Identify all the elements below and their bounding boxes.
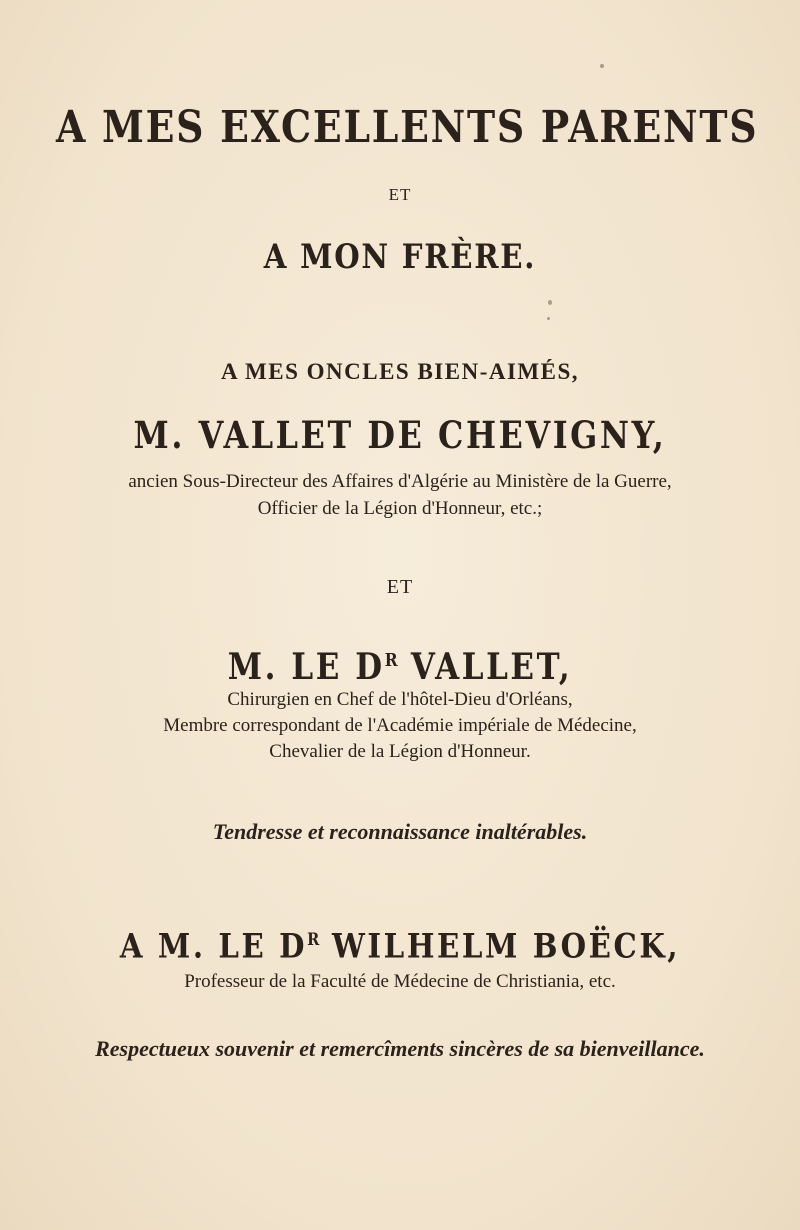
boeck-name-prefix: A M. LE D (119, 926, 308, 967)
uncle1-name: M. VALLET DE CHEVIGNY, (133, 413, 667, 457)
uncle2-title-line1: Chirurgien en Chef de l'hôtel-Dieu d'Orléans, (227, 689, 573, 710)
uncle1-title-line1: ancien Sous-Directeur des Affaires d'Algérie au Ministère de la Guerre, (128, 471, 672, 492)
boeck-name-suffix: WILHELM BOËCK, (319, 926, 681, 967)
uncle2-name-sup: R (384, 650, 398, 671)
et-separator-1: ET (388, 185, 412, 204)
uncle2-name-prefix: M. LE D (227, 646, 385, 688)
uncle2-title-line3: Chevalier de la Légion d'Honneur. (269, 741, 531, 762)
boeck-name (56, 920, 744, 966)
uncle1-title-line2: Officier de la Légion d'Honneur, etc.; (257, 498, 543, 519)
uncle2-name-suffix: VALLET, (397, 646, 573, 688)
dedication-brother: A MON FRÈRE. (263, 237, 537, 277)
dedication-title: A MES EXCELLENTS PARENTS (56, 102, 759, 153)
boeck-title: Professeur de la Faculté de Médecine de Christiania, etc. (184, 971, 616, 992)
boeck-name-sup: R (307, 930, 320, 950)
uncle2-title-line2: Membre correspondant de l'Académie impériale de Médecine, (163, 715, 637, 736)
et-separator-2: ET (386, 576, 414, 598)
uncles-heading: A MES ONCLES BIEN-AIMÉS, (220, 359, 580, 384)
tendresse-line: Tendresse et reconnaissance inaltérables. (212, 819, 588, 844)
uncle2-name (56, 640, 744, 688)
closing-line: Respectueux souvenir et remercîments sincères de sa bienveillance. (95, 1036, 705, 1061)
